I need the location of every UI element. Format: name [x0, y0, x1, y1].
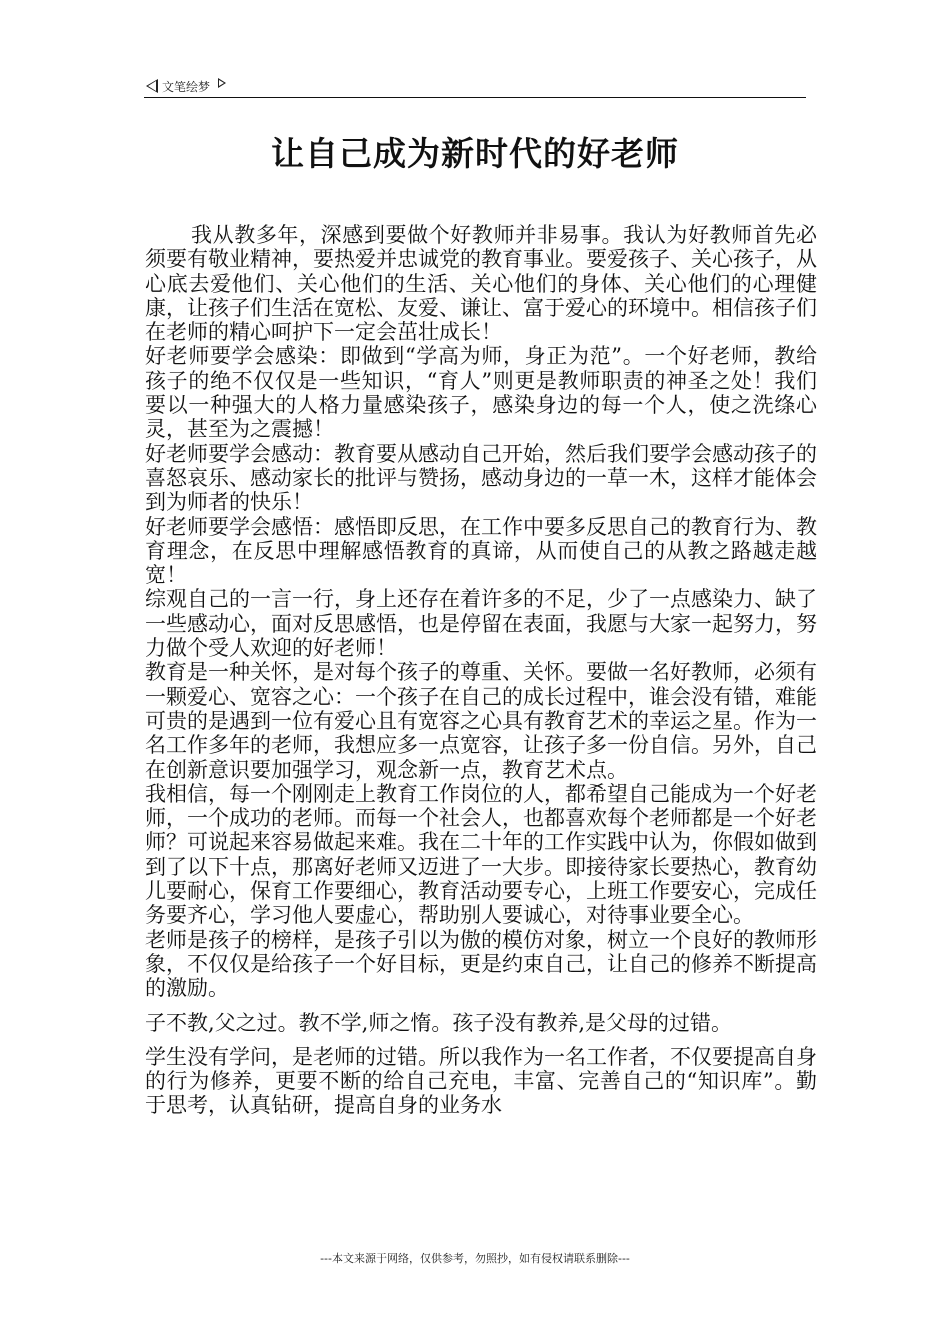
paragraph: 我从教多年，深感到要做个好教师并非易事。我认为好教师首先必须要有敬业精神，要热爱并忠诚党的教育事业。要爱孩子、关心孩子，从心底去爱他们、关心他们的生活、关心他们的身体、关心他们的心理健康，让孩子们生活在宽松、友爱、谦让、富于爱心的环境中。相信孩子们在老师的精心呵护下一定会茁壮成长！ [145, 223, 817, 345]
paragraph: 子不教,父之过。教不学,师之惰。孩子没有教养,是父母的过错。 [145, 1010, 733, 1035]
triangle-right-icon [218, 78, 226, 88]
paragraph: 好老师要学会感悟：感悟即反思，在工作中要多反思自己的教育行为、教育理念，在反思中理解感悟教育的真谛，从而使自己的从教之路越走越宽！ [145, 514, 817, 588]
paragraph: 教育是一种关怀，是对每个孩子的尊重、关怀。要做一名好教师，必须有一颗爱心、宽容之心：一个孩子在自己的成长过程中，谁会没有错，难能可贵的是遇到一位有爱心且有宽容之心具有教育艺术的幸运之星。作为一名工作多年的老师，我想应多一点宽容，让孩子多一份自信。另外，自己在创新意识要加强学习，观念新一点，教育艺术点。 [145, 660, 817, 782]
paragraph: 好老师要学会感动：教育要从感动自己开始，然后我们要学会感动孩子的喜怒哀乐、感动家长的批评与赞扬，感动身边的一草一木，这样才能体会到为师者的快乐！ [145, 441, 817, 515]
triangle-left-icon [146, 79, 158, 93]
paragraph: 我相信，每一个刚刚走上教育工作岗位的人，都希望自己能成为一个好老师，一个成功的老师。而每一个社会人，也都喜欢每个老师都是一个好老师？可说起来容易做起来难。我在二十年的工作实践中认为，你假如做到到了以下十点，那离好老师又迈进了一大步。即接待家长要热心，教育幼儿要耐心，保育工作要细心，教育活动要专心，上班工作要安心，完成任务要齐心，学习他人要虚心，帮助别人要诚心，对待事业要全心。 [145, 781, 817, 928]
header-label: 文笔绘梦 [162, 79, 211, 94]
page-footer: ---本文来源于网络，仅供参考，勿照抄，如有侵权请联系删除--- [320, 1252, 630, 1265]
paragraph: 老师是孩子的榜样，是孩子引以为傲的模仿对象，树立一个良好的教师形象，不仅仅是给孩子一个好目标，更是约束自己，让自己的修养不断提高的激励。 [145, 927, 817, 1001]
header-divider [144, 97, 806, 98]
paragraph: 综观自己的一言一行，身上还存在着许多的不足，少了一点感染力、缺了一些感动心，面对反思感悟，也是停留在表面，我愿与大家一起努力，努力做个受人欢迎的好老师！ [145, 587, 817, 661]
paragraph: 学生没有学问，是老师的过错。所以我作为一名工作者，不仅要提高自身的行为修养，更要不断的给自己充电，丰富、完善自己的“知识库”。勤于思考，认真钻研，提高自身的业务水 [145, 1044, 817, 1118]
paragraph: 好老师要学会感染：即做到“学高为师，身正为范”。一个好老师，教给孩子的绝不仅仅是一些知识，“育人”则更是教师职责的神圣之处！我们要以一种强大的人格力量感染孩子，感染身边的每一个人，使之洗绦心灵，甚至为之震撼！ [145, 344, 817, 442]
page-header [146, 76, 806, 96]
document-body [145, 223, 817, 1118]
document-title: 让自己成为新时代的好老师 [271, 134, 679, 173]
